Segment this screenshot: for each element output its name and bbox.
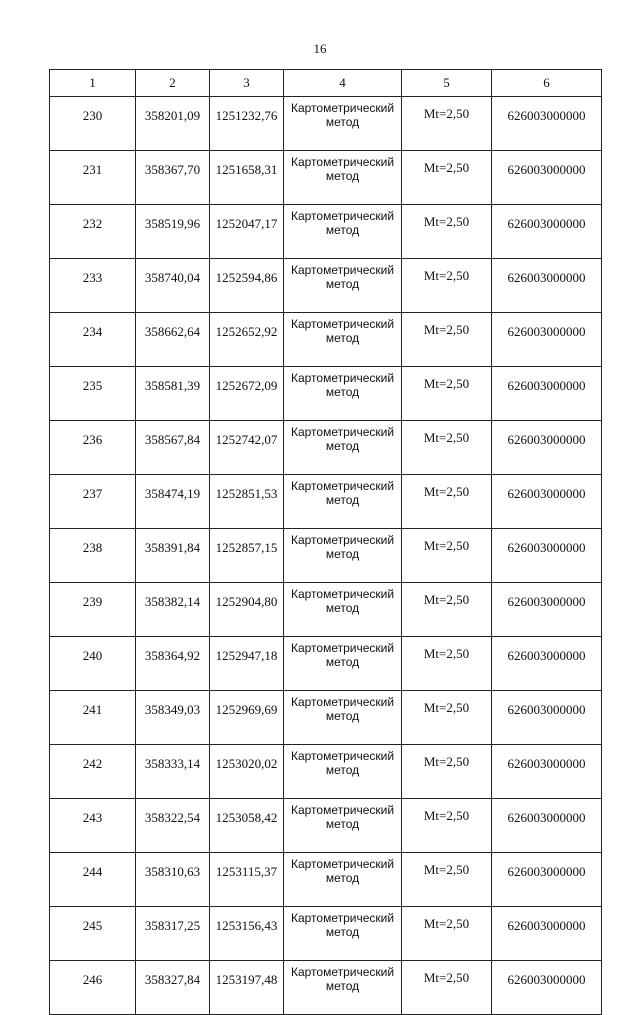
table-row — [50, 745, 602, 799]
header-row — [50, 70, 602, 97]
x-coordinate-cell: 358740,04 — [136, 259, 210, 313]
x-coordinate-cell: 358349,03 — [136, 691, 210, 745]
method-cell: Картометрический метод — [284, 205, 402, 259]
page-number: 16 — [313, 41, 327, 56]
y-coordinate-cell: 1252904,80 — [210, 583, 284, 637]
method-cell: Картометрический метод — [284, 367, 402, 421]
x-coordinate-cell: 358367,70 — [136, 151, 210, 205]
x-coordinate-cell: 358391,84 — [136, 529, 210, 583]
point-number-cell: 232 — [50, 205, 136, 259]
table-row — [50, 583, 602, 637]
table-row — [50, 259, 602, 313]
x-coordinate-cell: 358364,92 — [136, 637, 210, 691]
code-cell: 626003000000 — [492, 421, 602, 475]
table-row — [50, 529, 602, 583]
y-coordinate-cell: 1253058,42 — [210, 799, 284, 853]
point-number-cell: 246 — [50, 961, 136, 1015]
accuracy-cell: Mt=2,50 — [402, 475, 492, 529]
table-row — [50, 367, 602, 421]
point-number-cell: 234 — [50, 313, 136, 367]
method-cell: Картометрический метод — [284, 745, 402, 799]
code-cell: 626003000000 — [492, 637, 602, 691]
point-number-cell: 241 — [50, 691, 136, 745]
accuracy-cell: Mt=2,50 — [402, 367, 492, 421]
code-cell: 626003000000 — [492, 529, 602, 583]
column-header: 3 — [210, 70, 284, 97]
code-cell: 626003000000 — [492, 205, 602, 259]
point-number-cell: 231 — [50, 151, 136, 205]
y-coordinate-cell: 1252742,07 — [210, 421, 284, 475]
y-coordinate-cell: 1253020,02 — [210, 745, 284, 799]
y-coordinate-cell: 1252947,18 — [210, 637, 284, 691]
x-coordinate-cell: 358327,84 — [136, 961, 210, 1015]
accuracy-cell: Mt=2,50 — [402, 637, 492, 691]
point-number-cell: 244 — [50, 853, 136, 907]
y-coordinate-cell: 1252672,09 — [210, 367, 284, 421]
y-coordinate-cell: 1252969,69 — [210, 691, 284, 745]
table-row — [50, 799, 602, 853]
table-row — [50, 97, 602, 151]
point-number-cell: 233 — [50, 259, 136, 313]
x-coordinate-cell: 358662,64 — [136, 313, 210, 367]
method-cell: Картометрический метод — [284, 583, 402, 637]
x-coordinate-cell: 358474,19 — [136, 475, 210, 529]
method-cell: Картометрический метод — [284, 313, 402, 367]
code-cell: 626003000000 — [492, 97, 602, 151]
table-row — [50, 151, 602, 205]
table-row — [50, 421, 602, 475]
x-coordinate-cell: 358322,54 — [136, 799, 210, 853]
accuracy-cell: Mt=2,50 — [402, 421, 492, 475]
table-row — [50, 313, 602, 367]
column-header: 5 — [402, 70, 492, 97]
method-cell: Картометрический метод — [284, 259, 402, 313]
coordinates-table — [49, 69, 602, 1015]
y-coordinate-cell: 1252652,92 — [210, 313, 284, 367]
method-cell: Картометрический метод — [284, 529, 402, 583]
accuracy-cell: Mt=2,50 — [402, 529, 492, 583]
method-cell: Картометрический метод — [284, 475, 402, 529]
x-coordinate-cell: 358333,14 — [136, 745, 210, 799]
method-cell: Картометрический метод — [284, 799, 402, 853]
table-row — [50, 961, 602, 1015]
point-number-cell: 242 — [50, 745, 136, 799]
code-cell: 626003000000 — [492, 799, 602, 853]
x-coordinate-cell: 358317,25 — [136, 907, 210, 961]
accuracy-cell: Mt=2,50 — [402, 97, 492, 151]
column-header: 2 — [136, 70, 210, 97]
accuracy-cell: Mt=2,50 — [402, 313, 492, 367]
x-coordinate-cell: 358310,63 — [136, 853, 210, 907]
table-row — [50, 475, 602, 529]
column-header: 6 — [492, 70, 602, 97]
method-cell: Картометрический метод — [284, 97, 402, 151]
code-cell: 626003000000 — [492, 151, 602, 205]
accuracy-cell: Mt=2,50 — [402, 853, 492, 907]
code-cell: 626003000000 — [492, 583, 602, 637]
method-cell: Картометрический метод — [284, 853, 402, 907]
column-header: 1 — [50, 70, 136, 97]
accuracy-cell: Mt=2,50 — [402, 205, 492, 259]
y-coordinate-cell: 1252851,53 — [210, 475, 284, 529]
code-cell: 626003000000 — [492, 853, 602, 907]
point-number-cell: 239 — [50, 583, 136, 637]
accuracy-cell: Mt=2,50 — [402, 691, 492, 745]
method-cell: Картометрический метод — [284, 907, 402, 961]
method-cell: Картометрический метод — [284, 961, 402, 1015]
y-coordinate-cell: 1253115,37 — [210, 853, 284, 907]
accuracy-cell: Mt=2,50 — [402, 907, 492, 961]
table-row — [50, 691, 602, 745]
x-coordinate-cell: 358201,09 — [136, 97, 210, 151]
code-cell: 626003000000 — [492, 367, 602, 421]
x-coordinate-cell: 358382,14 — [136, 583, 210, 637]
code-cell: 626003000000 — [492, 961, 602, 1015]
point-number-cell: 238 — [50, 529, 136, 583]
code-cell: 626003000000 — [492, 259, 602, 313]
method-cell: Картометрический метод — [284, 421, 402, 475]
table-row — [50, 637, 602, 691]
accuracy-cell: Mt=2,50 — [402, 745, 492, 799]
column-header: 4 — [284, 70, 402, 97]
accuracy-cell: Mt=2,50 — [402, 961, 492, 1015]
point-number-cell: 230 — [50, 97, 136, 151]
point-number-cell: 236 — [50, 421, 136, 475]
code-cell: 626003000000 — [492, 475, 602, 529]
table-row — [50, 853, 602, 907]
method-cell: Картометрический метод — [284, 691, 402, 745]
code-cell: 626003000000 — [492, 907, 602, 961]
x-coordinate-cell: 358567,84 — [136, 421, 210, 475]
y-coordinate-cell: 1251232,76 — [210, 97, 284, 151]
y-coordinate-cell: 1252594,86 — [210, 259, 284, 313]
point-number-cell: 245 — [50, 907, 136, 961]
method-cell: Картометрический метод — [284, 637, 402, 691]
y-coordinate-cell: 1253197,48 — [210, 961, 284, 1015]
point-number-cell: 243 — [50, 799, 136, 853]
y-coordinate-cell: 1253156,43 — [210, 907, 284, 961]
table-row — [50, 907, 602, 961]
table-body — [50, 97, 602, 1015]
code-cell: 626003000000 — [492, 691, 602, 745]
code-cell: 626003000000 — [492, 745, 602, 799]
accuracy-cell: Mt=2,50 — [402, 259, 492, 313]
accuracy-cell: Mt=2,50 — [402, 583, 492, 637]
x-coordinate-cell: 358519,96 — [136, 205, 210, 259]
x-coordinate-cell: 358581,39 — [136, 367, 210, 421]
point-number-cell: 237 — [50, 475, 136, 529]
y-coordinate-cell: 1252857,15 — [210, 529, 284, 583]
accuracy-cell: Mt=2,50 — [402, 151, 492, 205]
y-coordinate-cell: 1251658,31 — [210, 151, 284, 205]
method-cell: Картометрический метод — [284, 151, 402, 205]
table-row — [50, 205, 602, 259]
point-number-cell: 235 — [50, 367, 136, 421]
code-cell: 626003000000 — [492, 313, 602, 367]
accuracy-cell: Mt=2,50 — [402, 799, 492, 853]
y-coordinate-cell: 1252047,17 — [210, 205, 284, 259]
point-number-cell: 240 — [50, 637, 136, 691]
